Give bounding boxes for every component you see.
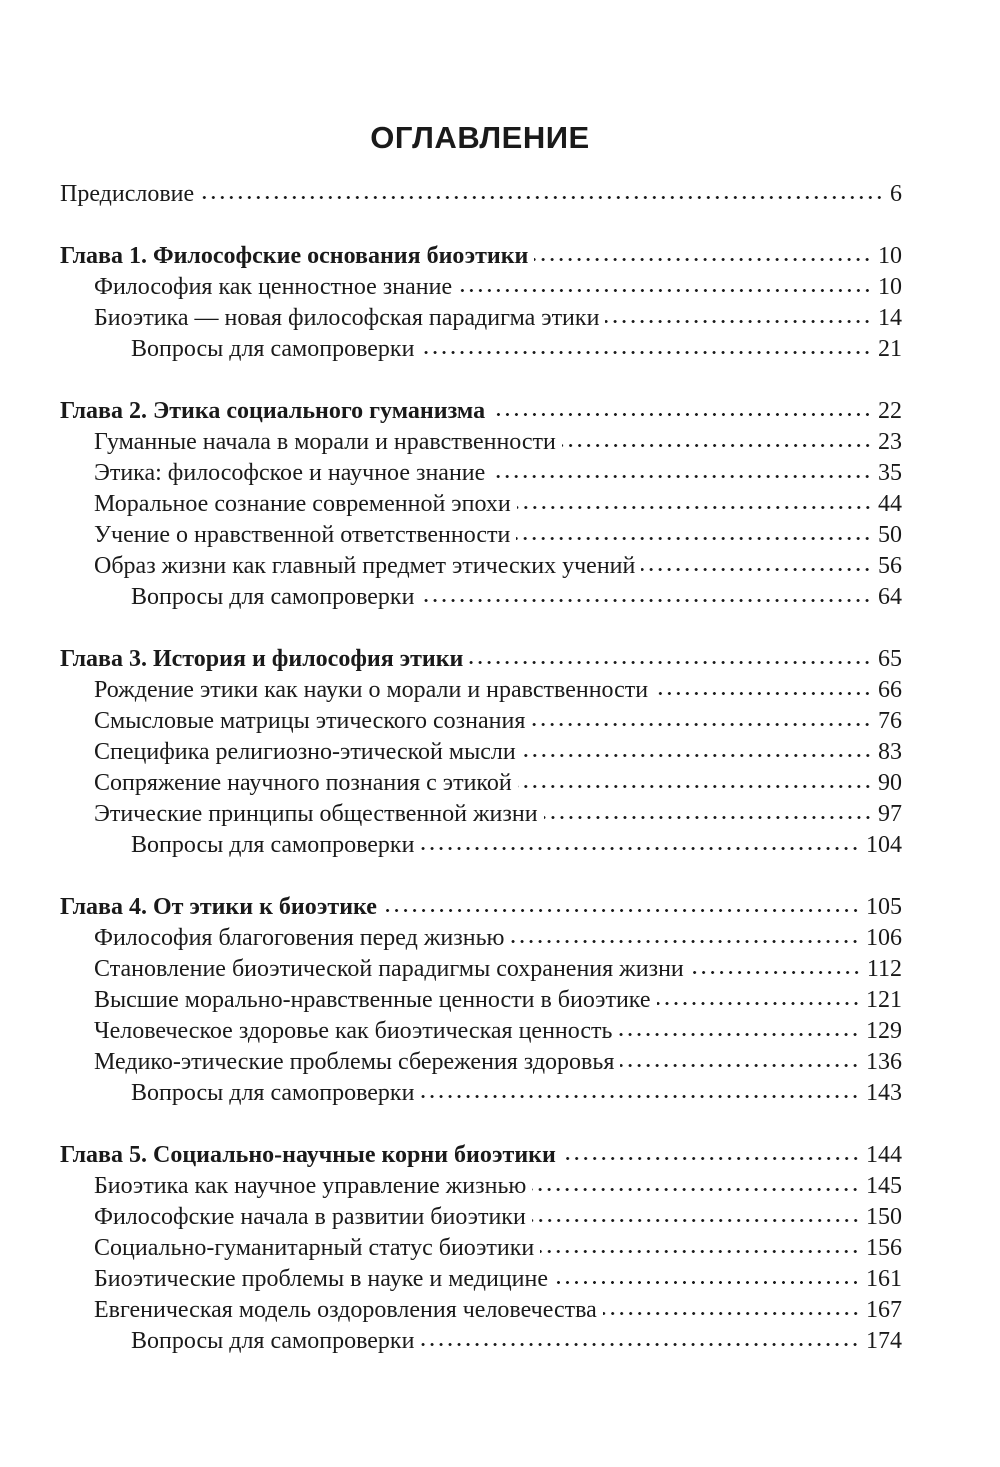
toc-chapter-label: Глава 1. Философские основания биоэтики [60, 243, 529, 269]
toc-entry-label: Предисловие [60, 181, 195, 207]
toc-section-label: Этические принципы общественной жизни [94, 801, 538, 827]
dot-leader [544, 814, 872, 821]
toc-section-label: Философия как ценностное знание [94, 274, 453, 300]
toc-page-number: 10 [878, 274, 902, 300]
dot-leader [517, 504, 872, 511]
toc-page-number: 65 [878, 646, 902, 672]
dot-leader [420, 1093, 860, 1100]
toc-section [94, 1013, 902, 1045]
toc-questions-label: Вопросы для самопроверки [131, 832, 415, 858]
dot-leader [420, 1341, 860, 1348]
toc-section-label: Философия благоговения перед жизнью [94, 925, 505, 951]
dot-leader [420, 349, 872, 356]
toc-page-number: 104 [866, 832, 902, 858]
toc-page-number: 121 [866, 987, 902, 1013]
dot-leader [690, 969, 861, 976]
toc-section-label: Этика: философское и научное знание [94, 460, 486, 486]
page-title: ОГЛАВЛЕНИЕ [370, 120, 590, 155]
dot-leader [540, 1248, 860, 1255]
toc-questions [131, 331, 902, 363]
toc-page-number: 167 [866, 1297, 902, 1323]
toc-section-label: Моральное сознание современной эпохи [94, 491, 511, 517]
toc-page-number: 145 [866, 1173, 902, 1199]
dot-leader [532, 1186, 860, 1193]
toc-page-number: 150 [866, 1204, 902, 1230]
toc-section [94, 486, 902, 518]
toc-section [94, 1168, 902, 1200]
toc-section-label: Человеческое здоровье как биоэтическая ценность [94, 1018, 613, 1044]
toc-section-label: Евгеническая модель оздоровления человечества [94, 1297, 597, 1323]
toc-page-number: 83 [878, 739, 902, 765]
dot-leader [534, 256, 872, 263]
toc-section-label: Специфика религиозно-этической мысли [94, 739, 516, 765]
toc-page-number: 44 [878, 491, 902, 517]
toc-page-number: 76 [878, 708, 902, 734]
toc-page-number: 21 [878, 336, 902, 362]
toc-section [94, 1230, 902, 1262]
toc-section [94, 1292, 902, 1324]
toc-section [94, 1261, 902, 1293]
dot-leader [618, 1031, 860, 1038]
toc-questions [131, 827, 902, 859]
toc-section [94, 734, 902, 766]
dot-leader [383, 907, 860, 914]
toc-section-label: Биоэтика как научное управление жизнью [94, 1173, 527, 1199]
toc-page-number: 143 [866, 1080, 902, 1106]
dot-leader [605, 318, 872, 325]
toc-questions-label: Вопросы для самопроверки [131, 1080, 415, 1106]
toc-page-number: 174 [866, 1328, 902, 1354]
toc-chapter-label: Глава 4. От этики к биоэтике [60, 894, 377, 920]
toc-page-number: 56 [878, 553, 902, 579]
toc-section-label: Становление биоэтической парадигмы сохранения жизни [94, 956, 684, 982]
toc-section [94, 424, 902, 456]
toc-chapter-2 [60, 393, 902, 425]
dot-leader [657, 1000, 861, 1007]
toc-entry-preface [60, 176, 902, 208]
toc-questions [131, 1075, 902, 1107]
dot-leader [420, 597, 872, 604]
toc-section-label: Медико-этические проблемы сбережения здоровья [94, 1049, 615, 1075]
toc-page-number: 105 [866, 894, 902, 920]
toc-page-number: 156 [866, 1235, 902, 1261]
dot-leader [603, 1310, 860, 1317]
toc-page-number: 90 [878, 770, 902, 796]
toc-section [94, 796, 902, 828]
dot-leader [420, 845, 860, 852]
toc-chapter-3 [60, 641, 902, 673]
toc-page-number: 129 [866, 1018, 902, 1044]
dot-leader [562, 442, 872, 449]
dot-leader [641, 566, 872, 573]
toc-page-number: 106 [866, 925, 902, 951]
toc-section-label: Биоэтические проблемы в науке и медицине [94, 1266, 549, 1292]
toc-page-number: 23 [878, 429, 902, 455]
toc-section-label: Рождение этики как науки о морали и нравственности [94, 677, 649, 703]
toc-section-label: Биоэтика — новая философская парадигма этики [94, 305, 600, 331]
toc-section [94, 982, 902, 1014]
dot-leader [491, 411, 872, 418]
toc-section-label: Образ жизни как главный предмет этических учений [94, 553, 636, 579]
toc-section [94, 517, 902, 549]
dot-leader [518, 783, 872, 790]
toc-section-label: Сопряжение научного познания с этикой [94, 770, 512, 796]
toc-page-number: 50 [878, 522, 902, 548]
toc-questions-label: Вопросы для самопроверки [131, 336, 415, 362]
toc-questions-label: Вопросы для самопроверки [131, 1328, 415, 1354]
toc-section [94, 455, 902, 487]
dot-leader [458, 287, 872, 294]
toc-section [94, 269, 902, 301]
dot-leader [491, 473, 872, 480]
toc-page-number: 6 [890, 181, 902, 207]
toc-page-number: 64 [878, 584, 902, 610]
toc-chapter-5 [60, 1137, 902, 1169]
toc-section [94, 672, 902, 704]
dot-leader [562, 1155, 860, 1162]
toc-chapter-1 [60, 238, 902, 270]
toc-page-number: 161 [866, 1266, 902, 1292]
toc-section-label: Высшие морально-нравственные ценности в биоэтике [94, 987, 651, 1013]
toc-chapter-label: Глава 5. Социально-научные корни биоэтики [60, 1142, 556, 1168]
dot-leader [510, 938, 860, 945]
toc-section-label: Смысловые матрицы этического сознания [94, 708, 526, 734]
toc-page-number: 35 [878, 460, 902, 486]
toc-section-label: Социально-гуманитарный статус биоэтики [94, 1235, 535, 1261]
toc-section-label: Гуманные начала в морали и нравственности [94, 429, 556, 455]
toc-page-number: 97 [878, 801, 902, 827]
dot-leader [620, 1062, 860, 1069]
dot-leader [522, 752, 872, 759]
dot-leader [200, 194, 884, 201]
dot-leader [469, 659, 872, 666]
dot-leader [532, 1217, 860, 1224]
toc-questions [131, 1323, 902, 1355]
dot-leader [554, 1279, 860, 1286]
dot-leader [531, 721, 872, 728]
toc-questions-label: Вопросы для самопроверки [131, 584, 415, 610]
toc-page-number: 144 [866, 1142, 902, 1168]
toc-page-number: 10 [878, 243, 902, 269]
toc-section [94, 765, 902, 797]
toc-section [94, 920, 902, 952]
toc-section [94, 951, 902, 983]
toc-page-number: 66 [878, 677, 902, 703]
toc-section [94, 300, 902, 332]
toc-page-number: 112 [866, 956, 902, 982]
toc-section-label: Философские начала в развитии биоэтики [94, 1204, 526, 1230]
dot-leader [654, 690, 872, 697]
toc-page-number: 136 [866, 1049, 902, 1075]
toc-chapter-4 [60, 889, 902, 921]
dot-leader [516, 535, 872, 542]
toc-page-number: 22 [878, 398, 902, 424]
toc-page-number: 14 [878, 305, 902, 331]
toc-chapter-label: Глава 3. История и философия этики [60, 646, 464, 672]
toc-section [94, 1199, 902, 1231]
toc-section-label: Учение о нравственной ответственности [94, 522, 511, 548]
toc-questions [131, 579, 902, 611]
toc-section [94, 703, 902, 735]
toc-chapter-label: Глава 2. Этика социального гуманизма [60, 398, 486, 424]
toc-section [94, 548, 902, 580]
toc-section [94, 1044, 902, 1076]
